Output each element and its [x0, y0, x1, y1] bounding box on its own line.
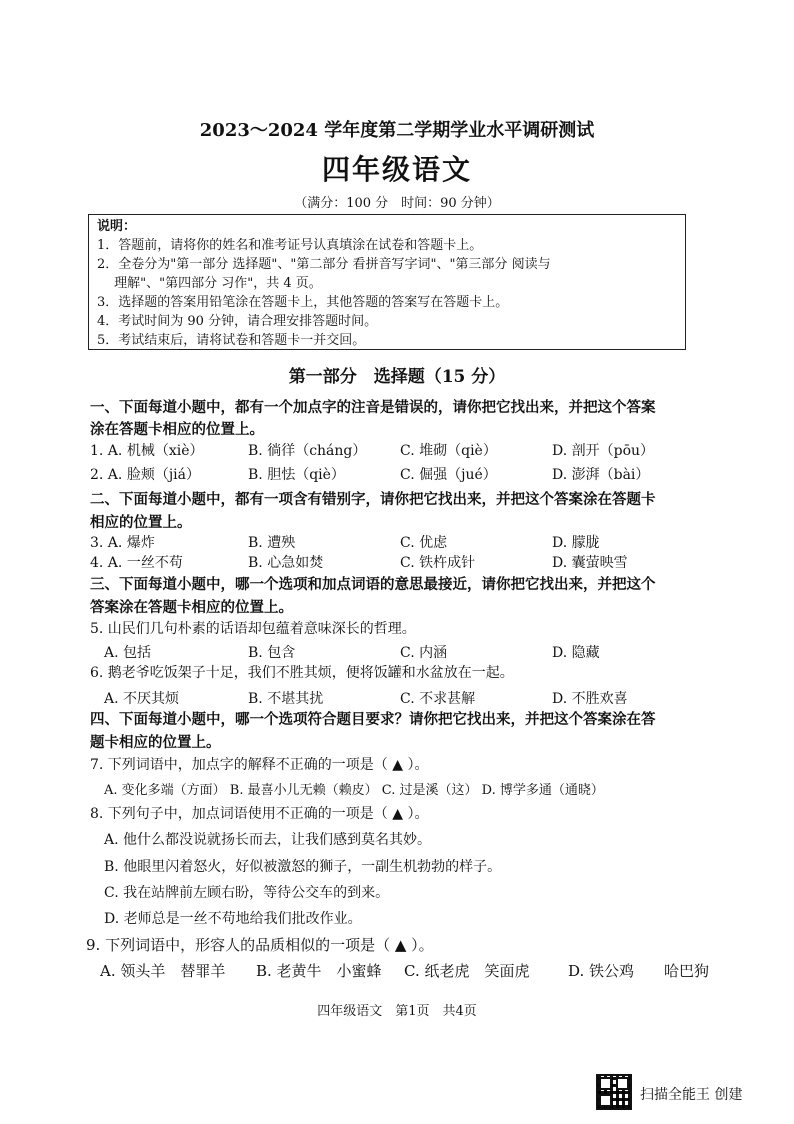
q6-stem: 6. 鹅老爷吃饭架子十足，我们不胜其烦，便将饭罐和水盆放在一起。	[90, 665, 514, 681]
q1-option-c: C. 堆砌（qiè）	[400, 443, 497, 459]
instruction-item: 1．答题前，请将你的姓名和准考证号认真填涂在试卷和答题卡上。	[97, 238, 483, 253]
instruction-item: 5．考试结束后，请将试卷和答题卡一并交回。	[97, 333, 366, 348]
q7-stem: 7. 下列词语中，加点字的解释不正确的一项是（ ▲ ）。	[90, 757, 429, 773]
page-footer: 四年级语文 第1页 共4页	[317, 1004, 477, 1019]
q5-option-c: C. 内涵	[400, 645, 448, 661]
section3-instruction: 三、下面每道小题中，哪一个选项和加点词语的意思最接近，请你把它找出来，并把这个	[90, 576, 656, 593]
q9-option-a: A. 领头羊 替罪羊	[100, 962, 226, 980]
q1-option-a: 1. A. 机械（xiè）	[90, 443, 204, 459]
q7-options: A. 变化多端（方面） B. 最喜小儿无赖（赖皮） C. 过是溪（这） D. 博学多通（通晓）	[104, 783, 604, 798]
instruction-item: 2．全卷分为"第一部分 选择题"、"第二部分 看拼音写字词"、"第三部分 阅读与	[97, 257, 551, 272]
section4-instruction-cont: 题卡相应的位置上。	[90, 734, 221, 751]
q2-option-d: D. 澎湃（bài）	[552, 467, 650, 483]
instructions-box	[88, 214, 686, 350]
q3-option-c: C. 优虑	[400, 535, 448, 551]
q8-option-c: C. 我在站牌前左顾右盼，等待公交车的到来。	[104, 885, 390, 901]
q5-option-a: A. 包括	[104, 645, 152, 661]
q8-option-a: A. 他什么都没说就扬长而去，让我们感到莫名其妙。	[104, 832, 432, 848]
section1-instruction-cont: 涂在答题卡相应的位置上。	[90, 421, 264, 438]
q3-option-d: D. 朦胧	[552, 535, 600, 551]
q5-option-d: D. 隐藏	[552, 645, 600, 661]
instructions-label: 说明：	[97, 219, 137, 234]
q8-stem: 8. 下列句子中，加点词语使用不正确的一项是（ ▲ ）。	[90, 806, 429, 822]
q9-stem: 9. 下列词语中，形容人的品质相似的一项是（ ▲ ）。	[86, 936, 434, 954]
exam-meta: （满分：100 分 时间：90 分钟）	[294, 196, 500, 211]
q5-stem: 5. 山民们几句朴素的话语却包蕴着意味深长的哲理。	[90, 621, 416, 637]
q6-option-c: C. 不求甚解	[400, 691, 476, 707]
q5-option-b: B. 包含	[248, 645, 296, 661]
q2-option-a: 2. A. 脸颊（jiá）	[90, 467, 200, 483]
q6-option-b: B. 不堪其扰	[248, 691, 324, 707]
q4-option-c: C. 铁杵成针	[400, 555, 476, 571]
q2-option-c: C. 倔强（jué）	[400, 467, 497, 483]
exam-subject: 四年级语文	[321, 153, 472, 186]
q6-option-a: A. 不厌其烦	[104, 691, 180, 707]
q4-option-d: D. 囊萤映雪	[552, 555, 628, 571]
section4-instruction: 四、下面每道小题中，哪一个选项符合题目要求？请你把它找出来，并把这个答案涂在答	[90, 711, 656, 728]
q6-option-d: D. 不胜欢喜	[552, 691, 628, 707]
section3-instruction-cont: 答案涂在答题卡相应的位置上。	[90, 599, 293, 616]
q8-option-d: D. 老师总是一丝不苟地给我们批改作业。	[104, 911, 362, 927]
q3-option-b: B. 遭殃	[248, 535, 296, 551]
section1-instruction: 一、下面每道小题中，都有一个加点字的注音是错误的，请你把它找出来，并把这个答案	[90, 399, 656, 416]
q2-option-b: B. 胆怯（qiè）	[248, 467, 345, 483]
q9-option-b: B. 老黄牛 小蜜蜂	[256, 962, 382, 980]
instruction-item: 3．选择题的答案用铅笔涂在答题卡上，其他答题的答案写在答题卡上。	[97, 295, 509, 310]
q8-option-b: B. 他眼里闪着怒火，好似被激怒的狮子，一副生机勃勃的样子。	[104, 859, 502, 875]
q1-option-d: D. 剖开（pōu）	[552, 443, 655, 459]
part1-title: 第一部分 选择题（15 分）	[288, 367, 506, 387]
section2-instruction: 二、下面每道小题中，都有一项含有错别字，请你把它找出来，并把这个答案涂在答题卡	[90, 491, 656, 508]
section2-instruction-cont: 相应的位置上。	[90, 514, 192, 531]
q9-option-d: D. 铁公鸡 哈巴狗	[568, 962, 710, 980]
q1-option-b: B. 徜徉（cháng）	[248, 443, 367, 459]
qr-code-icon	[596, 1074, 632, 1110]
q4-option-a: 4. A. 一丝不苟	[90, 555, 183, 571]
instruction-item: 4．考试时间为 90 分钟，请合理安排答题时间。	[97, 314, 378, 329]
scanner-watermark: 扫描全能王 创建	[640, 1087, 743, 1103]
q4-option-b: B. 心急如焚	[248, 555, 324, 571]
q9-option-c: C. 纸老虎 笑面虎	[404, 962, 530, 980]
q3-option-a: 3. A. 爆炸	[90, 535, 155, 551]
exam-title: 2023～2024 学年度第二学期学业水平调研测试	[199, 120, 595, 141]
instruction-item: 理解"、"第四部分 习作"，共 4 页。	[97, 276, 322, 291]
